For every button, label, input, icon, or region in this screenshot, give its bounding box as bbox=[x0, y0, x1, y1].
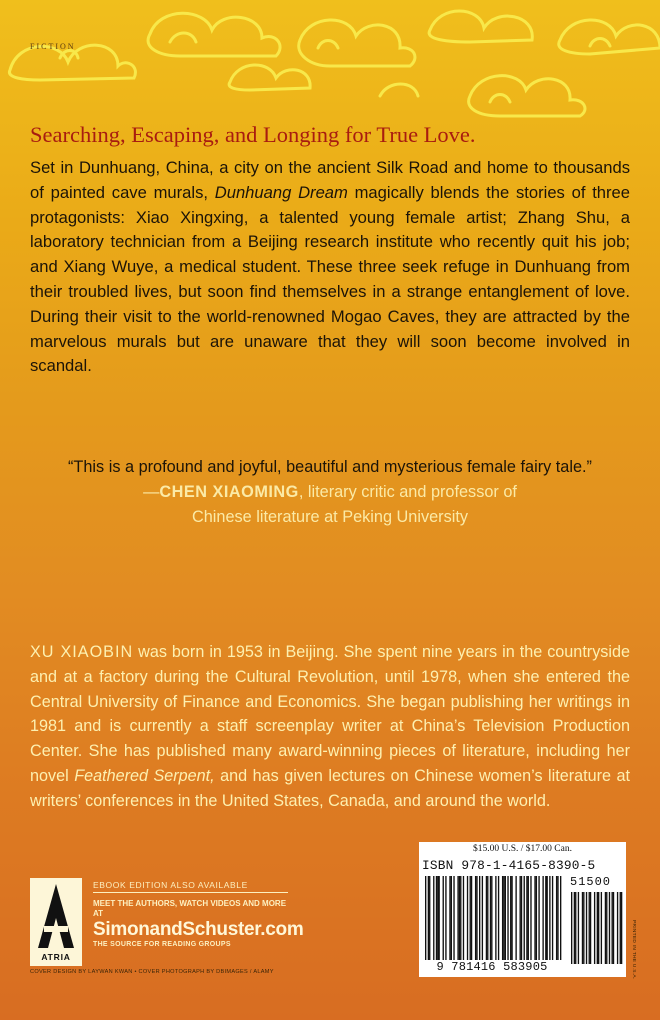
barcode-bar bbox=[445, 876, 446, 964]
bio-closing: and has given lectures on Chinese women’s literature at writers’ conferences in the United States, Canada, and around the world. bbox=[30, 766, 631, 810]
barcode-bar bbox=[453, 876, 454, 964]
blurb-body: magically blends the stories of three protagonists: Xiao Xingxing, a talented young female artist; Zhang Shu, a laboratory technician from a Beijing research institute who recently quit his job; and Xiang Wuye, a medical student. These three seek refuge in Dunhuang from their troubled lives, but soon find themselves in a strange entanglement of love. During their visit to the world-renowned Mogao Caves, they are attracted by the marvelous murals but are unaware that they will soon become involved in scandal. bbox=[30, 182, 631, 376]
addon-bar bbox=[589, 892, 590, 964]
barcode-bar bbox=[471, 876, 472, 964]
barcode-bar bbox=[467, 876, 468, 964]
addon-bar bbox=[597, 892, 598, 964]
barcode-bar bbox=[502, 876, 503, 964]
barcode-bar bbox=[528, 876, 529, 964]
barcode-bar bbox=[552, 876, 553, 964]
quote-author-affiliation: Chinese literature at Peking University bbox=[191, 507, 468, 526]
addon-bar bbox=[609, 892, 610, 964]
addon-bar bbox=[605, 892, 606, 964]
barcode-bar bbox=[457, 876, 458, 964]
atria-logo bbox=[30, 878, 82, 966]
atria-logo-text: ATRIA bbox=[41, 952, 71, 962]
ean-number: 9 781416 583905 bbox=[421, 960, 563, 974]
quote-text: “This is a profound and joyful, beautiful and mysterious female fairy tale.” bbox=[68, 458, 592, 476]
barcode-bar bbox=[443, 876, 444, 964]
quote-author-name: CHEN XIAOMING bbox=[159, 482, 299, 501]
price-addon-code: 51500 bbox=[570, 875, 612, 889]
barcode-bar bbox=[556, 876, 557, 964]
cloud-pattern bbox=[0, 0, 660, 120]
barcode-bar bbox=[547, 876, 548, 964]
barcode-bar bbox=[495, 876, 496, 964]
cover-credits: COVER DESIGN BY LAYWAN KWAN • COVER PHOTOGRAPH BY DBIMAGES / ALAMY bbox=[30, 969, 274, 975]
barcode-bar bbox=[491, 876, 492, 964]
barcode-bar bbox=[560, 876, 561, 964]
book-blurb bbox=[30, 156, 630, 379]
barcode-bar bbox=[479, 876, 480, 964]
barcode-bar bbox=[437, 876, 438, 964]
barcode-bar bbox=[451, 876, 452, 964]
blurb-intro: Set in Dunhuang, China, a city on the ancient Silk Road and home to thousands of painted cave murals, bbox=[30, 158, 630, 202]
barcode-bar bbox=[507, 876, 508, 964]
barcode-bar bbox=[463, 876, 464, 964]
quote-dash: — bbox=[143, 482, 160, 501]
reading-groups-tagline: THE SOURCE FOR READING GROUPS bbox=[93, 941, 231, 948]
addon-bar bbox=[586, 892, 587, 964]
author-name: XU XIAOBIN bbox=[30, 643, 134, 661]
printed-in-usa: PRINTED IN THE U.S.A. bbox=[631, 920, 636, 980]
barcode-bar bbox=[515, 876, 516, 964]
barcode-bar bbox=[536, 876, 537, 964]
barcode-bar bbox=[482, 876, 483, 964]
barcode-bar bbox=[490, 876, 491, 964]
barcode-bar bbox=[425, 876, 426, 964]
barcode-bar bbox=[557, 876, 558, 964]
addon-bar bbox=[612, 892, 613, 964]
website-promo bbox=[93, 892, 304, 948]
addon-bar bbox=[594, 892, 595, 964]
barcode-bar bbox=[459, 876, 460, 964]
author-bio bbox=[30, 640, 630, 814]
price-label: $15.00 U.S. / $17.00 Can. bbox=[473, 844, 572, 854]
addon-bar bbox=[574, 892, 575, 964]
barcode-bars bbox=[419, 842, 626, 977]
genre-label: FICTION bbox=[30, 42, 76, 51]
barcode-bar bbox=[524, 876, 525, 964]
barcode-bar bbox=[510, 876, 511, 964]
isbn-label: ISBN 978-1-4165-8390-5 bbox=[422, 858, 596, 873]
barcode-bar bbox=[520, 876, 521, 964]
barcode-bar bbox=[521, 876, 522, 964]
barcode-bar bbox=[487, 876, 488, 964]
addon-bar bbox=[578, 892, 579, 964]
barcode-bar bbox=[460, 876, 461, 964]
bio-text: was born in 1953 in Beijing. She spent nine years in the countryside and at a factory during the Cultural Revolution, until 1978, when she entered the Central University of Finance and Economics. She began publishing her writings in 1981 and is currently a staff screenplay writer at China’s Television Production Center. She has published many award-winning pieces of literature, including her novel bbox=[30, 643, 630, 785]
barcode-bar bbox=[503, 876, 504, 964]
barcode-bar bbox=[475, 876, 476, 964]
addon-bar bbox=[582, 892, 583, 964]
barcode-bar bbox=[470, 876, 471, 964]
barcode-bar bbox=[545, 876, 546, 964]
barcode-bar bbox=[526, 876, 527, 964]
addon-bar bbox=[598, 892, 599, 964]
book-title-italic: Dunhuang Dream bbox=[214, 182, 348, 202]
barcode-bar bbox=[433, 876, 434, 964]
addon-bar bbox=[613, 892, 614, 964]
barcode-bar bbox=[486, 876, 487, 964]
barcode-bar bbox=[439, 876, 440, 964]
addon-bar bbox=[617, 892, 618, 964]
barcode-bar bbox=[436, 876, 437, 964]
novel-title-italic: Feathered Serpent, bbox=[74, 766, 215, 785]
addon-bar bbox=[575, 892, 576, 964]
barcode-bar bbox=[428, 876, 429, 964]
barcode-bar bbox=[538, 876, 539, 964]
quote-attribution bbox=[30, 480, 630, 505]
barcode-bar bbox=[498, 876, 499, 964]
promo-text: MEET THE AUTHORS, WATCH VIDEOS AND MORE AT bbox=[93, 899, 287, 918]
addon-bar bbox=[590, 892, 591, 964]
barcode-bar bbox=[505, 876, 506, 964]
review-quote bbox=[30, 455, 630, 529]
barcode-bar bbox=[511, 876, 512, 964]
barcode-bar bbox=[530, 876, 531, 964]
publisher-website: SimonandSchuster.com bbox=[93, 919, 304, 940]
barcode-bar bbox=[549, 876, 550, 964]
barcode-box bbox=[419, 842, 626, 977]
addon-bar bbox=[621, 892, 622, 964]
ebook-notice: EBOOK EDITION ALSO AVAILABLE bbox=[93, 880, 248, 890]
tagline-heading: Searching, Escaping, and Longing for True Love. bbox=[30, 122, 476, 147]
addon-bar bbox=[606, 892, 607, 964]
barcode-bar bbox=[476, 876, 477, 964]
quote-author-role: , literary critic and professor of bbox=[298, 482, 517, 501]
addon-bar bbox=[571, 892, 572, 964]
addon-bar bbox=[583, 892, 584, 964]
barcode-bar bbox=[429, 876, 430, 964]
barcode-bar bbox=[449, 876, 450, 964]
addon-bar bbox=[620, 892, 621, 964]
barcode-bar bbox=[534, 876, 535, 964]
addon-bar bbox=[601, 892, 602, 964]
barcode-bar bbox=[542, 876, 543, 964]
